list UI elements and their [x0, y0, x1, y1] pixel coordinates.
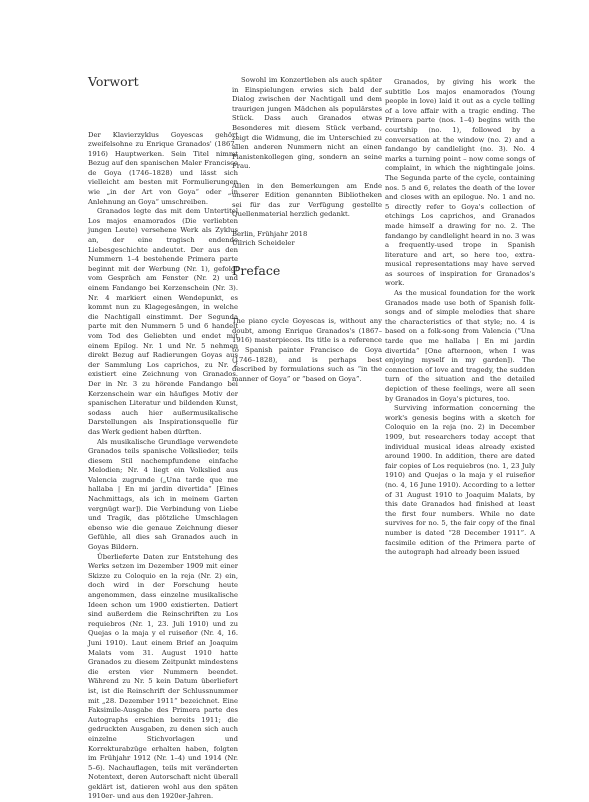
english-paragraph-4: Surviving information concerning the work's genesis begins with a sketch for Coloquio en la reja (no. 2) in December 1909, but researchers today accept that individual musical ideas already existed around 1900. In addition, there are dated fair copies of Los requiebros (no. 1, 23 July 1910) and Quejas o la maja y el ruiseñor (no. 4, 16 June 1910). According to a letter of 31 August 1910 to Joaquim Malats, by this date Granados had finished at least the first four numbers. While no date survives for no. 5, the fair copy of the final number is dated “28 December 1911”. A facsimile edition of the Primera parte of the autograph had already been issued — [385, 404, 535, 557]
english-heading: Preface — [232, 262, 281, 278]
german-paragraph-5: Sowohl im Konzertleben als auch später in Einspielungen erwies sich bald der Dialog zwischen der Nachtigall und dem traurigen jungen Mädchen als populärstes Stück. Dass auch Granados etwas Besonderes mit diesem Stück verband, zeigt die Widmung, die im Unterschied zu allen anderen Nummern nicht an einen Pianistenkollegen ging, sondern an seine Frau. — [232, 76, 382, 171]
english-paragraph-2: Granados, by giving his work the subtitle Los majos enamorados (Young people in love) laid it out as a cycle telling of a love affair with a tragic ending. The Primera parte (nos. 1–4) begins with the courtship (no. 1), followed by a conversation at the window (no. 2) and a fandango by candlelight (no. 3). No. 4 marks a turning point – now come songs of complaint, in which the nightingale joins. The Segunda parte of the cycle, containing nos. 5 and 6, relates the death of the lover and closes with an epilogue. No. 1 and no. 5 directly refer to Goya's collection of etchings Los caprichos, and Granados made himself a drawing for no. 2. The fandango by candlelight heard in no. 3 was a frequently-used trope in Spanish literature and art, so here too, extra-musical representations may have served as sources of inspiration for Granados's work. — [385, 78, 535, 288]
english-paragraph-3: As the musical foundation for the work Granados made use both of Spanish folk-songs and of simple melodies that share the characteristics of that style; no. 4 is based on a folk-song from Valencia (“Una tarde que me hallaba | En mi jardin divertida” [One afternoon, when I was enjoying myself in my garden]). The connection of love and tragedy, the sudden turn of the situation and the detailed depiction of these feelings, were all seen by Granados in Goya's pictures, too. — [385, 289, 535, 403]
german-signature-line-2: Ullrich Scheideler — [232, 239, 295, 248]
german-paragraph-3: Als musikalische Grundlage verwendete Granados teils spanische Volkslieder, teils diesem Stil nachempfundene einfache Melodien; Nr. 4 liegt ein Volkslied aus Valencia zugrunde („Una tarde que me hallaba | En mi jardin divertida“ [Eines Nachmittags, als ich in meinem Garten vergnügt war]). Die Verbindung von Liebe und Tragik, das plötzliche Umschlagen ebenso wie die genaue Zeichnung dieser Gefühle, all dies sah Granados auch in Goyas Bildern. — [88, 437, 238, 552]
german-column-2 — [232, 76, 382, 384]
german-heading: Vorwort — [88, 74, 139, 89]
english-column — [385, 78, 535, 558]
german-signature-line-1: Berlin, Frühjahr 2018 — [232, 229, 308, 238]
german-paragraph-6: Allen in den Bemerkungen am Ende unserer Edition genannten Bibliotheken sei für das zur Verfügung gestellte Quellenmaterial herzlich gedankt. — [232, 181, 382, 219]
german-paragraph-4: Überlieferte Daten zur Entstehung des Werks setzen im Dezember 1909 mit einer Skizze zu Coloquio en la reja (Nr. 2) ein, doch wird in der Forschung heute angenommen, dass einzelne musikalische Ideen schon um 1900 existierten. Datiert sind außerdem die Reinschriften zu Los requiebros (Nr. 1, 23. Juli 1910) und zu Quejas o la maja y el ruiseñor (Nr. 4, 16. Juni 1910). Laut einem Brief an Joaquim Malats vom 31. August 1910 hatte Granados zu diesem Zeitpunkt mindestens die ersten vier Nummern beendet. Während zu Nr. 5 kein Datum überliefert ist, ist die Reinschrift der Schlussnummer mit „28. Dezember 1911“ bezeichnet. Eine Faksimile-Ausgabe des Primera parte des Autographs erschien bereits 1911; die gedruckten Ausgaben, zu denen sich auch einzelne Stichvorlagen und Korrekturabzüge erhalten haben, folgten im Frühjahr 1912 (Nr. 1–4) und 1914 (Nr. 5–6). Nachauflagen, teils mit veränderten Notentext, deren Autorschaft nicht überall geklärt ist, datieren wohl aus den späten 1910er- und aus den 1920er-Jahren. — [88, 552, 238, 801]
german-column-1 — [88, 76, 238, 802]
english-paragraph-1: The piano cycle Goyescas is, without any doubt, among Enrique Granados's (1867–1916) masterpieces. Its title is a reference to Spanish painter Francisco de Goya (1746–1828), and is perhaps best described by formulations such as “in the manner of Goya” or “based on Goya”. — [232, 317, 382, 383]
german-paragraph-2: Granados legte das mit dem Untertitel Los majos enamorados (Die verliebten jungen Leute) versehene Werk als Zyklus an, der eine tragisch endende Liebesgeschichte andeutet. Der aus den Nummern 1–4 bestehende Primera parte beginnt mit der Werbung (Nr. 1), gefolgt vom Gespräch am Fenster (Nr. 2) und einem Fandango bei Kerzenschein (Nr. 3). Nr. 4 markiert einen Wendepunkt, es kommt nun zu Klagegesängen, in welche die Nachtigall einstimmt. Der Segunda parte mit den Nummern 5 und 6 handelt vom Tod des Geliebten und endet mit einem Epilog. Nr. 1 und Nr. 5 nehmen direkt Bezug auf Radierungen Goyas aus der Sammlung Los caprichos, zu Nr. 2 existiert eine Zeichnung von Granados. Der in Nr. 3 zu hörende Fandango bei Kerzenschein war ein häufiges Motiv der spanischen Literatur und bildenden Kunst, sodass auch hier außermusikalische Darstellungen als Inspirationsquelle für das Werk gedient haben dürften. — [88, 207, 238, 436]
german-paragraph-1: Der Klavierzyklus Goyescas gehört zweifelsohne zu Enrique Granados' (1867–1916) Hauptwerken. Sein Titel nimmt Bezug auf den spanischen Maler Francisco de Goya (1746–1828) und lässt sich vielleicht am besten mit Formulierungen wie „in der Art von Goya“ oder „in Anlehnung an Goya“ umschreiben. — [88, 130, 238, 206]
